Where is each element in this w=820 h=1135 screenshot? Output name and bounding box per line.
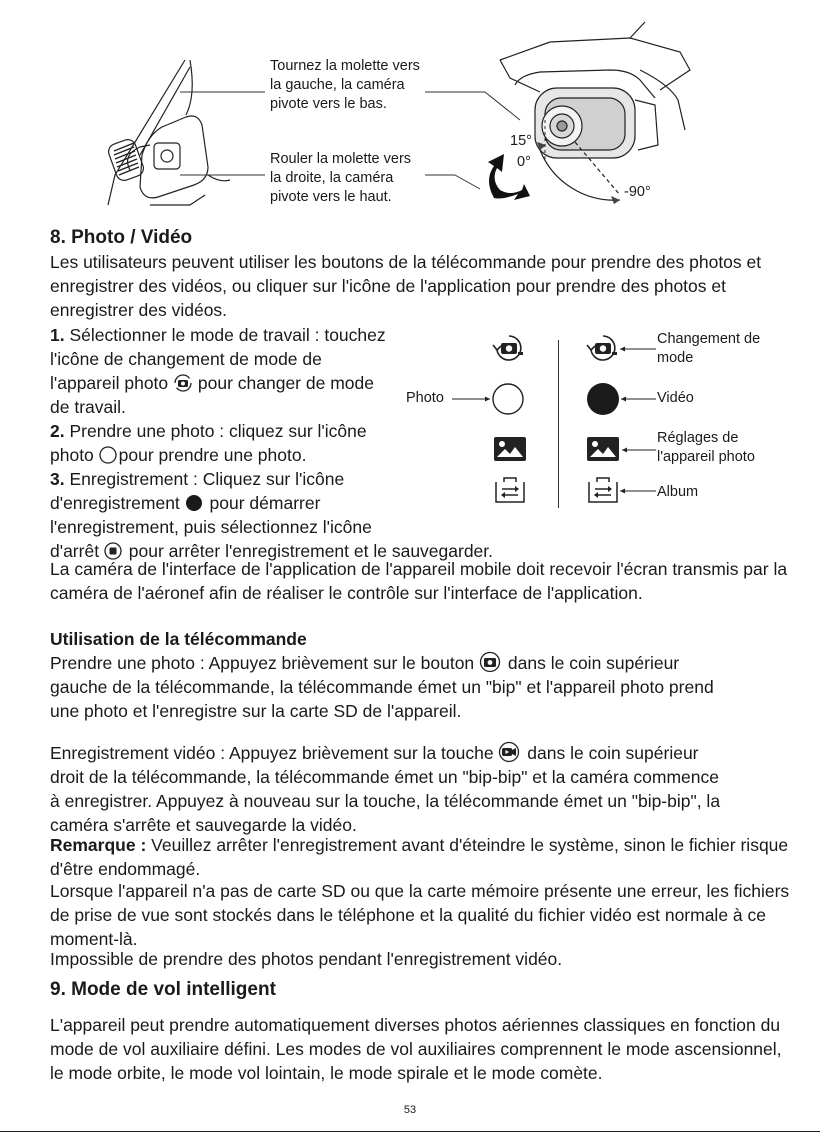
photo-label: Photo — [406, 390, 444, 406]
album-icon-right — [586, 476, 658, 504]
video-button-icon — [586, 382, 658, 418]
section-9-title: 9. Mode de vol intelligent — [50, 979, 276, 1000]
album-label: Album — [657, 484, 699, 500]
angle-15-label: 15° — [510, 133, 532, 149]
remote-video-line-d: caméra s'arrête et sauvegarde la vidéo. — [50, 815, 357, 835]
remote-video-line-a2: dans le coin supérieur — [522, 743, 699, 763]
step-1-number: 1. — [50, 325, 65, 345]
callout-turn-left: Tournez la molette vers la gauche, la caméra pivote vers le bas. — [270, 58, 420, 112]
remark-paragraph — [50, 833, 795, 881]
step-3-line-d1: d'arrêt — [50, 541, 104, 561]
mode-switch-icon-right — [586, 333, 658, 363]
remote-photo-button-icon — [479, 652, 503, 672]
mode-switch-icon — [173, 374, 193, 392]
angle-minus-90-label: -90° — [624, 184, 651, 200]
step-3-line-a: Enregistrement : Cliquez sur l'icône — [64, 469, 345, 489]
bottom-rule — [0, 1131, 820, 1132]
step-1-line-c1: l'appareil photo — [50, 373, 174, 393]
remote-photo-line-a1: Prendre une photo : Appuyez brièvement sur le bouton — [50, 653, 480, 673]
step-1 — [50, 323, 460, 419]
section-9-text: L'appareil peut prendre automatiquement diverses photos aériennes classiques en fonction du mode de vol auxiliaire défini. Les modes de vol auxiliaires comprennent le mode ascensionnel, le mode orbite, le mode vol lointain, le mode spirale et le mode comète. — [50, 1015, 782, 1083]
callout-turn-right: Rouler la molette vers la droite, la caméra pivote vers le haut. — [270, 151, 412, 205]
remote-video-line-a1: Enregistrement vidéo : Appuyez brièvement sur la touche — [50, 743, 499, 763]
remote-photo-line-b: gauche de la télécommande, la télécommande émet un "bip" et l'appareil photo prend — [50, 677, 714, 697]
remote-usage-title: Utilisation de la télécommande — [50, 629, 307, 649]
remark-label: Remarque : — [50, 835, 147, 855]
camera-settings-icon-right — [586, 436, 658, 462]
section-8-title: 8. Photo / Vidéo — [50, 227, 193, 248]
page-number: 53 — [403, 1104, 417, 1116]
step-3 — [50, 467, 570, 563]
rotate-arrow-icon — [482, 150, 530, 200]
sd-card-paragraph: Lorsque l'appareil n'a pas de carte SD ou que la carte mémoire présente une erreur, les fichiers de prise de vue sont stockés dans le téléphone et la qualité du fichier vidéo est normale à ce moment-là. — [50, 881, 790, 949]
step-2-line-a: Prendre une photo : cliquez sur l'icône — [64, 421, 367, 441]
remote-photo-paragraph — [50, 651, 795, 723]
camera-settings-label: Réglages de l'appareil photo — [657, 430, 755, 465]
remote-photo-line-a2: dans le coin supérieur — [503, 653, 680, 673]
step-2-line-b2: pour prendre une photo. — [118, 445, 307, 465]
photo-button-icon — [452, 382, 532, 418]
angle-dash-line — [540, 120, 550, 160]
camera-settings-icon-left — [493, 436, 527, 462]
step-2-number: 2. — [50, 421, 65, 441]
album-icon-left — [493, 476, 527, 504]
step-1-line-c2: pour changer de mode — [193, 373, 374, 393]
remote-video-line-b: droit de la télécommande, la télécommande émet un "bip-bip" et la caméra commence — [50, 767, 720, 787]
step-3-number: 3. — [50, 469, 65, 489]
section-8-intro: Les utilisateurs peuvent utiliser les boutons de la télécommande pour prendre des photos et enregistrer des vidéos, ou cliquer sur l'icône de l'application pour prendre des photos et enregistrer des vidéos. — [50, 252, 762, 320]
step-3-line-c: l'enregistrement, puis sélectionnez l'icône — [50, 517, 372, 537]
video-label: Vidéo — [657, 390, 694, 406]
remote-video-line-c: à enregistrer. Appuyez à nouveau sur la touche, la télécommande émet un "bip-bip", la — [50, 791, 721, 811]
step-1-line-a: Sélectionner le mode de travail : touchez — [64, 325, 386, 345]
step-3-line-d2: pour arrêter l'enregistrement et le sauvegarder. — [123, 541, 494, 561]
impossible-paragraph: Impossible de prendre des photos pendant l'enregistrement vidéo. — [50, 949, 563, 969]
remote-video-button-icon — [498, 742, 522, 762]
remark-text: Veuillez arrêter l'enregistrement avant d'éteindre le système, sinon le fichier risque d'être endommagé. — [50, 835, 789, 879]
mode-switch-icon-left — [492, 333, 526, 363]
step-1-line-b: l'icône de changement de mode de — [50, 349, 322, 369]
step-3-line-b2: pour démarrer — [204, 493, 321, 513]
camera-interface-paragraph: La caméra de l'interface de l'application de l'appareil mobile doit recevoir l'écran transmis par la caméra de l'aéronef afin de réaliser le contrôle sur l'interface de l'application. — [50, 559, 788, 603]
angle-0-label: 0° — [517, 154, 531, 170]
step-3-line-b1: d'enregistrement — [50, 493, 185, 513]
step-2 — [50, 419, 460, 467]
diagram-divider — [558, 340, 559, 508]
record-icon — [185, 494, 205, 512]
step-1-line-d: de travail. — [50, 397, 126, 417]
remote-photo-line-c: une photo et l'enregistre sur la carte SD de l'appareil. — [50, 701, 462, 721]
mode-switch-label: Changement de mode — [657, 331, 761, 366]
photo-shutter-icon — [99, 446, 119, 464]
remote-video-paragraph — [50, 741, 795, 837]
step-2-line-b1: photo — [50, 445, 99, 465]
